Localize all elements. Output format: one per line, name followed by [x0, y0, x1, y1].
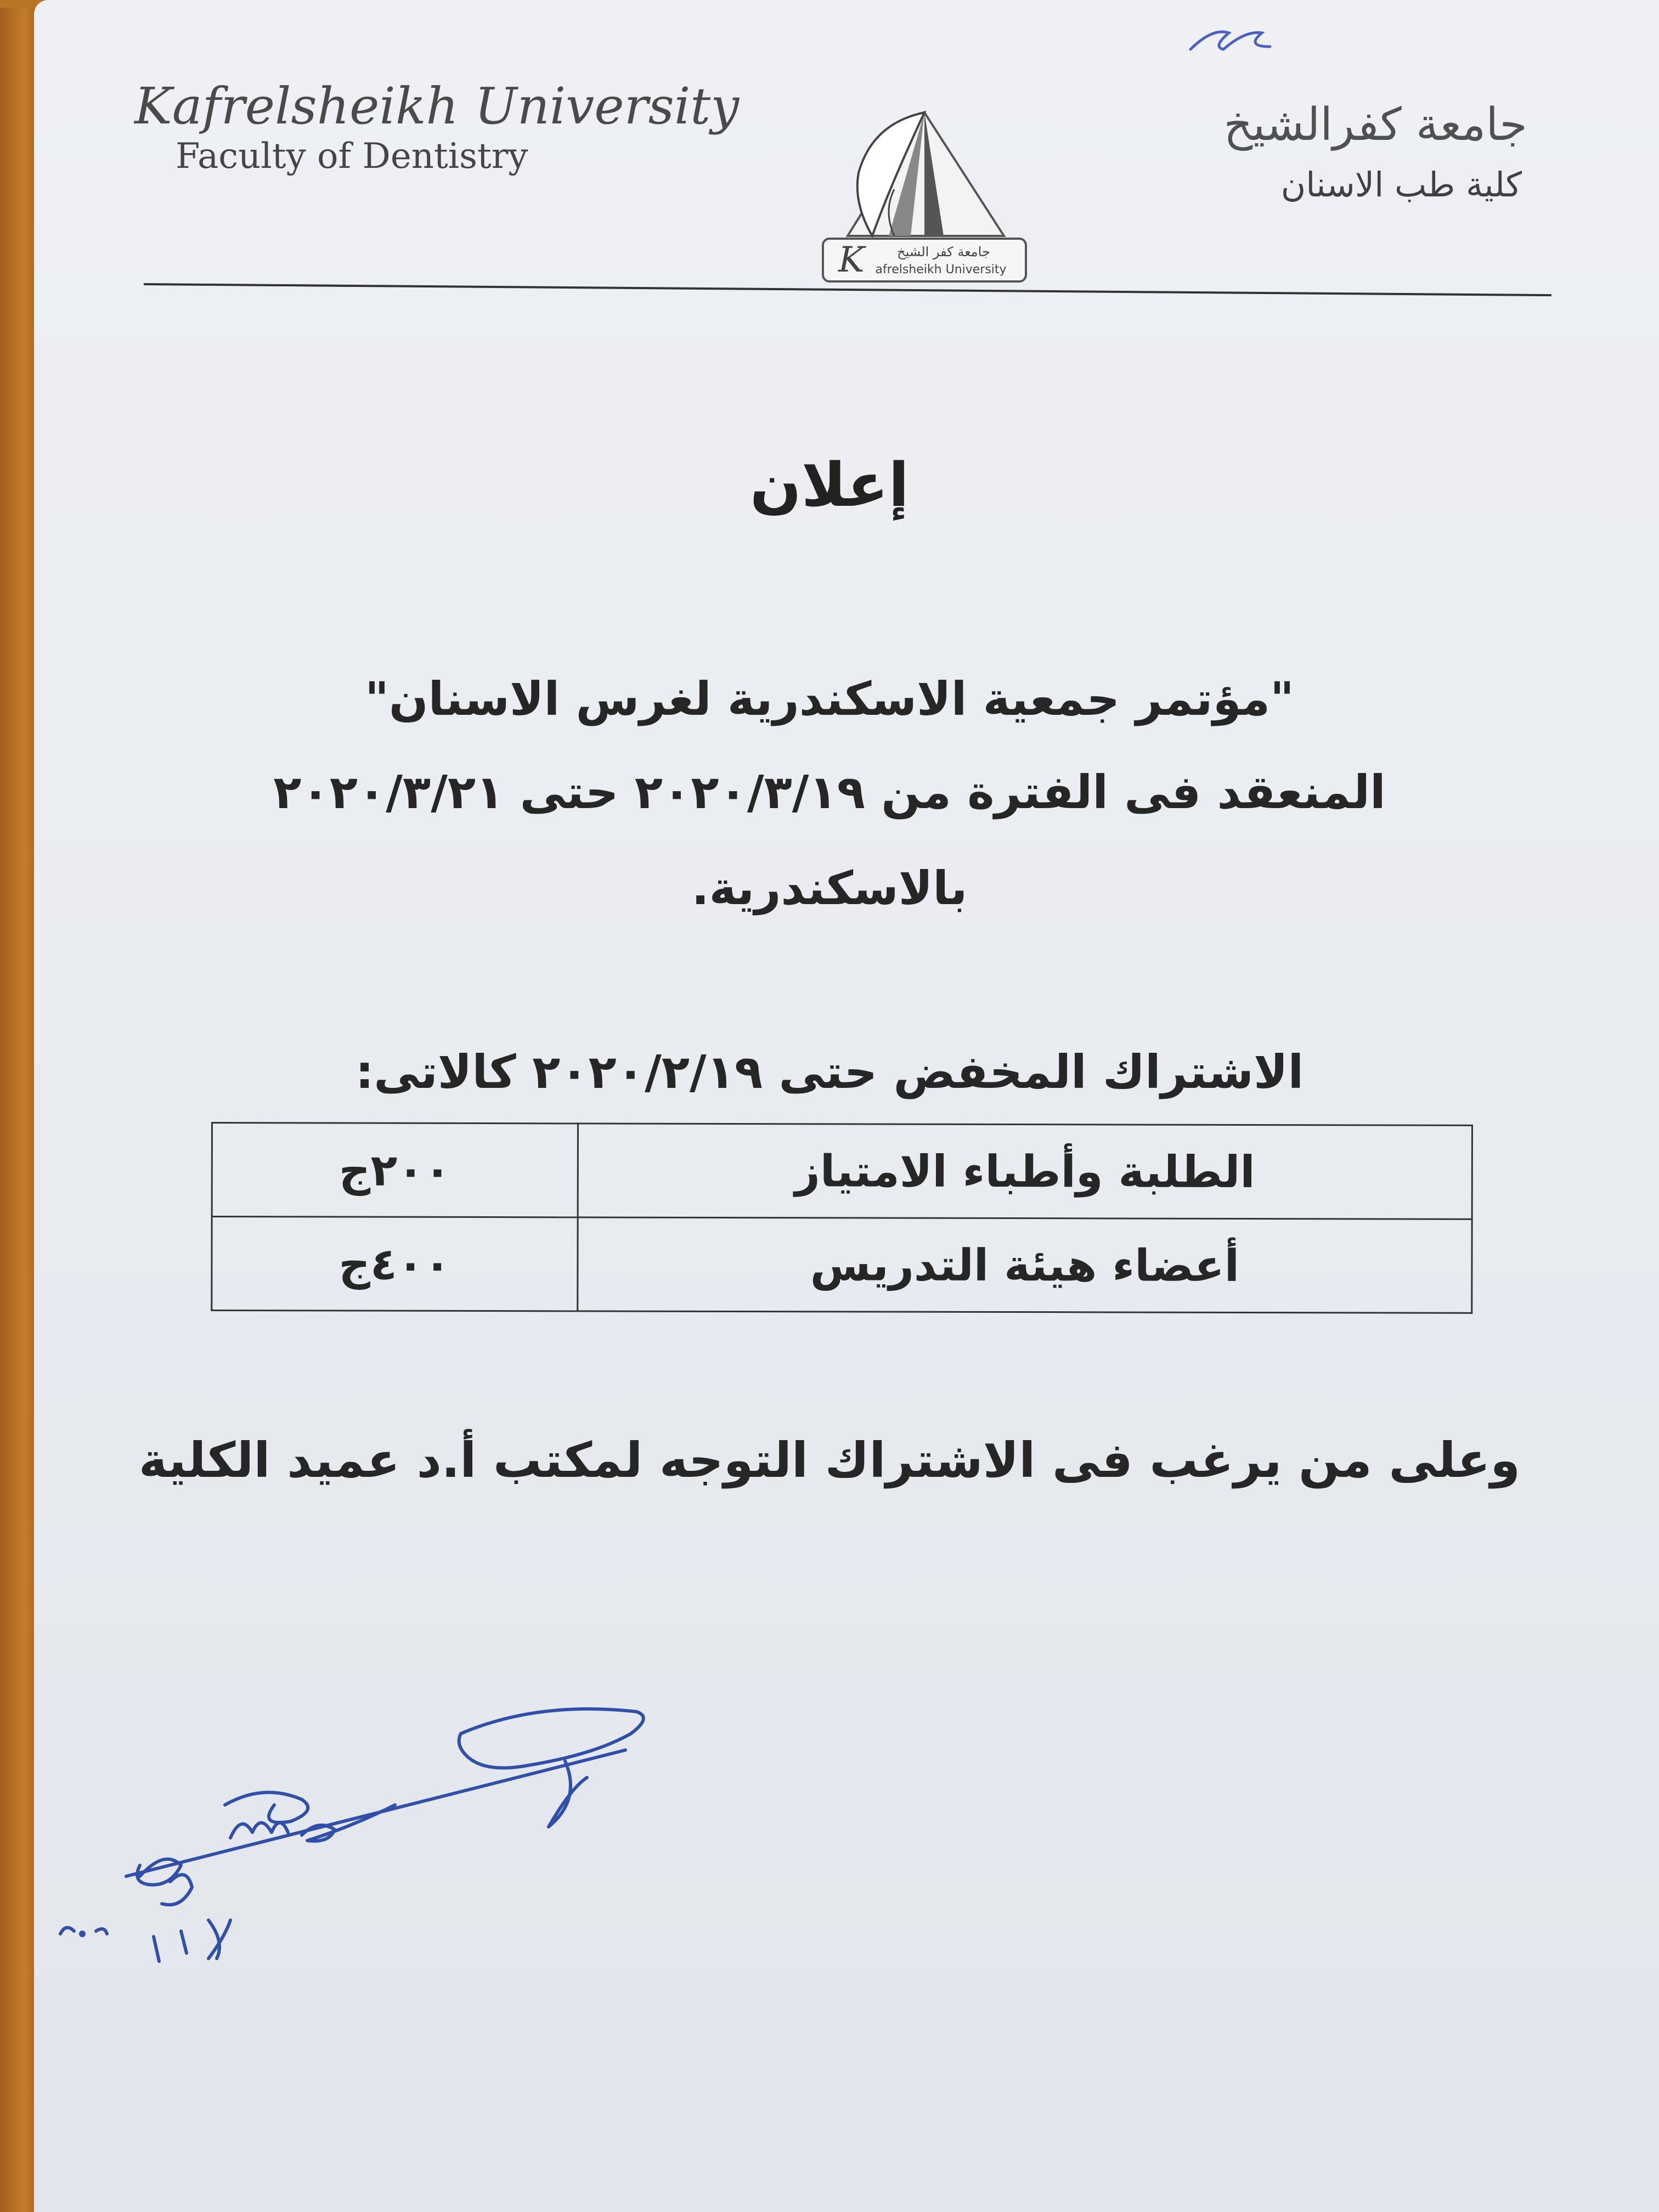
university-name-en: Kafrelsheikh University: [134, 77, 740, 136]
conference-name: "مؤتمر جمعية الاسكندرية لغرس الاسنان": [365, 672, 1294, 726]
logo-name-ar: جامعة كفر الشيخ: [897, 244, 990, 259]
table-row: [212, 1217, 1472, 1313]
fee-amount: ٤٠٠ج: [212, 1217, 578, 1311]
conference-location: بالاسكندرية.: [691, 861, 968, 915]
university-name-ar: جامعة كفرالشيخ: [1223, 99, 1527, 151]
fee-group: أعضاء هيئة التدريس: [578, 1217, 1472, 1313]
faculty-name-ar: كلية طب الاسنان: [1280, 165, 1522, 205]
handwritten-initial: [1180, 16, 1278, 66]
fee-amount: ٢٠٠ج: [212, 1123, 578, 1217]
faculty-name-en: Faculty of Dentistry: [176, 136, 528, 177]
university-logo: [806, 107, 1042, 288]
announcement-title: إعلان: [749, 450, 910, 520]
fees-intro: الاشتراك المخفض حتى ٢٠٢٠/٢/١٩ كالاتى:: [355, 1045, 1304, 1099]
conference-dates: المنعقد فى الفترة من ٢٠٢٠/٣/١٩ حتى ٢٠٢٠/٣/٢١: [273, 765, 1386, 819]
handwritten-signature: [44, 1701, 680, 2008]
closing-instruction: وعلى من يرغب فى الاشتراك التوجه لمكتب أ.د عميد الكلية: [138, 1432, 1521, 1488]
table-row: [212, 1123, 1472, 1220]
logo-letter: K: [838, 240, 865, 280]
logo-name-en: afrelsheikh University: [875, 263, 1007, 276]
fee-group: الطلبة وأطباء الامتياز: [578, 1124, 1472, 1219]
fees-table: [211, 1122, 1473, 1314]
